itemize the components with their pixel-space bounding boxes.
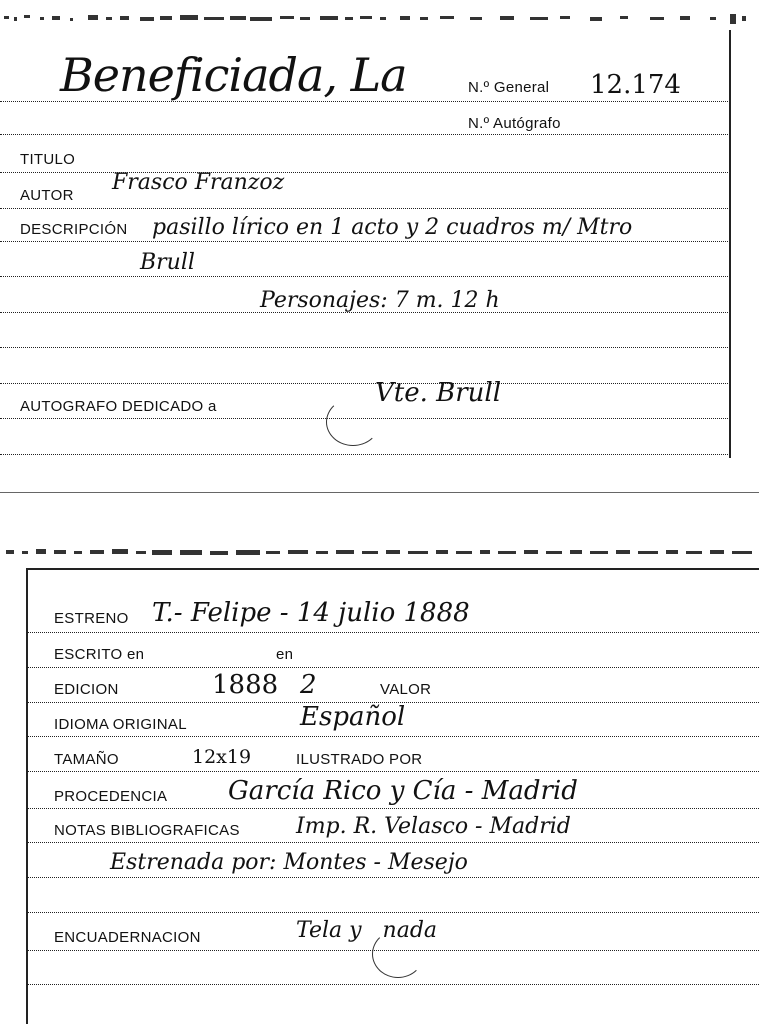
handwritten-title: Beneficiada, La — [60, 48, 407, 102]
procedencia-label: PROCEDENCIA — [54, 788, 168, 805]
rule-line — [26, 632, 759, 633]
edicion-label: EDICION — [54, 681, 119, 698]
tamano-label: TAMAÑO — [54, 751, 119, 768]
estreno-label: ESTRENO — [54, 610, 129, 627]
general-number-label: N.º General — [468, 79, 550, 96]
idioma-label: IDIOMA ORIGINAL — [54, 716, 187, 733]
descripcion-value-line1: pasillo lírico en 1 acto y 2 cuadros m/ Mtro — [152, 215, 633, 240]
dedicado-label: AUTOGRAFO DEDICADO a — [20, 398, 217, 415]
catalog-card-back — [0, 540, 759, 1028]
tamano-value: 12x19 — [192, 746, 252, 768]
rule-line — [26, 842, 759, 843]
card-top-edge — [26, 568, 759, 570]
scan-noise-top — [0, 8, 759, 28]
descripcion-value-line2: Brull — [140, 250, 195, 275]
procedencia-value: García Rico y Cía - Madrid — [228, 776, 578, 806]
autor-label: AUTOR — [20, 187, 74, 204]
catalog-card-front — [0, 0, 759, 500]
titulo-label: TITULO — [20, 151, 76, 168]
valor-label: VALOR — [380, 681, 432, 698]
rule-line — [0, 208, 730, 209]
punch-hole-mark — [326, 398, 380, 446]
rule-line — [0, 454, 730, 455]
estreno-value: T.- Felipe - 14 julio 1888 — [152, 598, 470, 628]
rule-line — [0, 134, 730, 135]
rule-line — [0, 347, 730, 348]
ilustrado-label: ILUSTRADO POR — [296, 751, 423, 768]
rule-line — [26, 667, 759, 668]
personajes-value: Personajes: 7 m. 12 h — [260, 288, 500, 313]
idioma-value: Español — [300, 702, 406, 732]
edicion-value: 1888 — [212, 670, 279, 700]
edicion-extra: 2 — [300, 670, 317, 700]
rule-line — [26, 984, 759, 985]
escrito-en-label: en — [276, 646, 294, 663]
encuadernacion-value: Tela y nada — [296, 918, 438, 943]
rule-line — [26, 736, 759, 737]
escrito-label: ESCRITO en — [54, 646, 145, 663]
rule-line — [26, 808, 759, 809]
notas-value-line2: Estrenada por: Montes - Mesejo — [110, 850, 468, 875]
autor-value: Frasco Franzoz — [112, 170, 285, 195]
general-number-value: 12.174 — [590, 70, 681, 100]
scan-noise-top — [0, 542, 759, 562]
card-bottom-edge — [0, 492, 759, 493]
rule-line — [0, 172, 730, 173]
card-left-edge — [26, 568, 28, 1024]
descripcion-label: DESCRIPCIÓN — [20, 221, 128, 238]
rule-line — [26, 877, 759, 878]
rule-line — [0, 276, 730, 277]
punch-hole-mark — [372, 930, 424, 978]
autograph-number-label: N.º Autógrafo — [468, 115, 561, 132]
notas-label: NOTAS BIBLIOGRAFICAS — [54, 822, 240, 839]
card-right-edge — [729, 30, 731, 458]
notas-value-line1: Imp. R. Velasco - Madrid — [296, 814, 571, 839]
dedicado-value: Vte. Brull — [375, 378, 502, 408]
rule-line — [0, 383, 730, 384]
encuadernacion-label: ENCUADERNACION — [54, 929, 201, 946]
rule-line — [0, 241, 730, 242]
rule-line — [26, 771, 759, 772]
rule-line — [26, 912, 759, 913]
